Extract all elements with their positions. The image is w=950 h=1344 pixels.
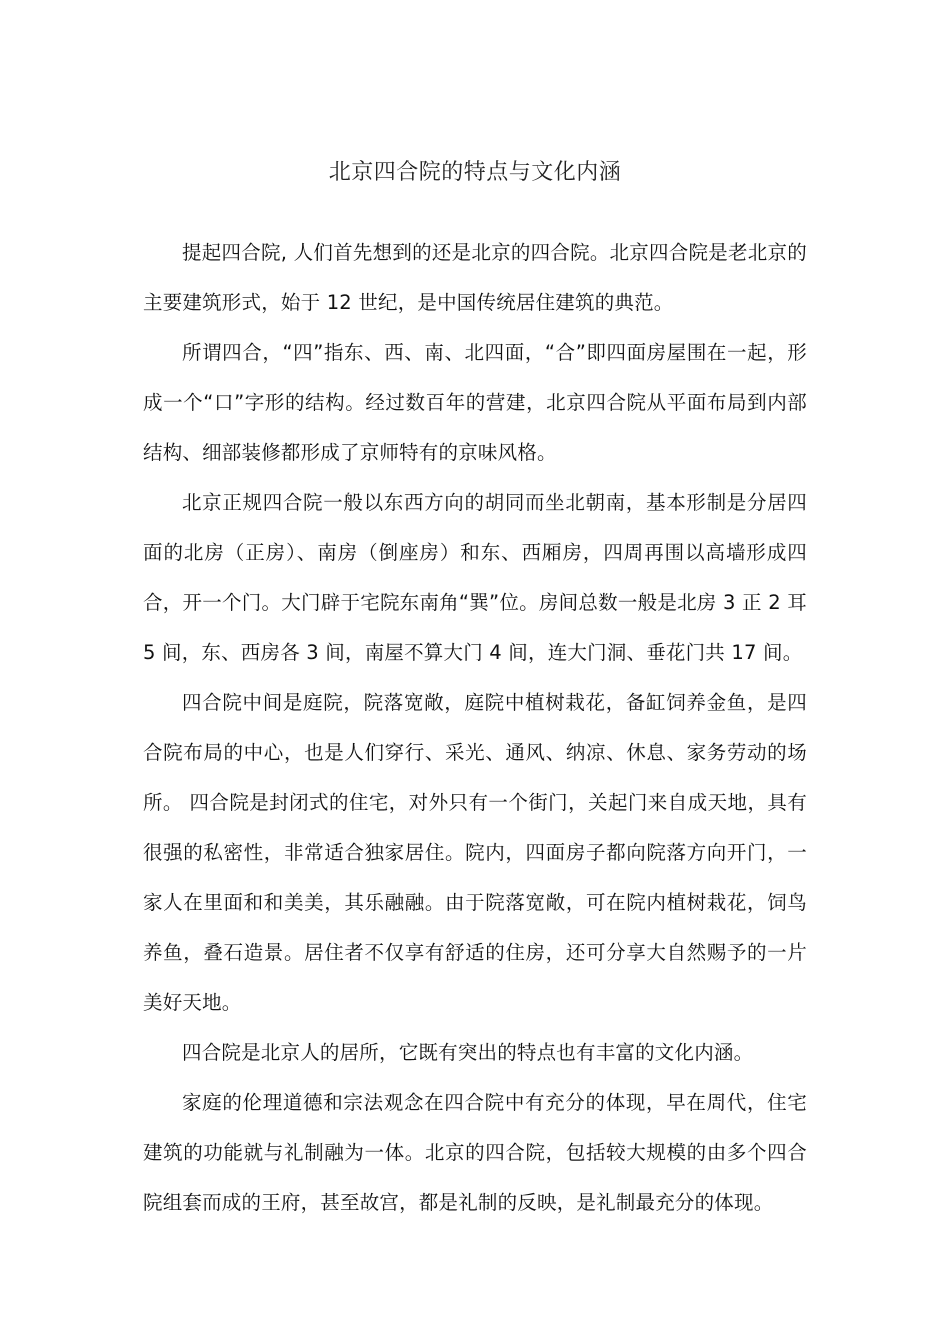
paragraph-2: 所谓四合，“四”指东、西、南、北四面，“合”即四面房屋围在一起，形成一个“口”字形的结构。经过数百年的营建，北京四合院从平面布局到内部结构、细部装修都形成了京师特有的京味风格。 xyxy=(143,341,807,464)
paragraph-3: 北京正规四合院一般以东西方向的胡同而坐北朝南，基本形制是分居四面的北房（正房）、南房（倒座房）和东、西厢房，四周再围以高墙形成四合，开一个门。大门辟于宅院东南角“巽”位。房间总数一般是北房 3 正 2 耳 5 间，东、西房各 3 间，南屋不算大门 4 间，连大门洞、垂花门共 17 间。 xyxy=(143,491,807,664)
document-title: 北京四合院的特点与文化内涵 xyxy=(328,160,622,185)
document-body xyxy=(143,228,807,1228)
paragraph-1: 提起四合院, 人们首先想到的还是北京的四合院。北京四合院是老北京的主要建筑形式，始于 12 世纪，是中国传统居住建筑的典范。 xyxy=(143,241,807,314)
paragraph-6: 家庭的伦理道德和宗法观念在四合院中有充分的体现，早在周代，住宅建筑的功能就与礼制融为一体。北京的四合院，包括较大规模的由多个四合院组套而成的王府，甚至故宫，都是礼制的反映，是礼制最充分的体现。 xyxy=(143,1091,807,1214)
paragraph-4: 四合院中间是庭院，院落宽敞，庭院中植树栽花，备缸饲养金鱼，是四合院布局的中心，也是人们穿行、采光、通风、纳凉、休息、家务劳动的场所。 四合院是封闭式的住宅，对外只有一个街门，关起门来自成天地，具有很强的私密性，非常适合独家居住。院内，四面房子都向院落方向开门，一家人在里面和和美美，其乐融融。由于院落宽敞，可在院内植树栽花，饲鸟养鱼，叠石造景。居住者不仅享有舒适的住房，还可分享大自然赐予的一片美好天地。 xyxy=(143,691,807,1014)
paragraph-5: 四合院是北京人的居所，它既有突出的特点也有丰富的文化内涵。 xyxy=(182,1041,754,1064)
